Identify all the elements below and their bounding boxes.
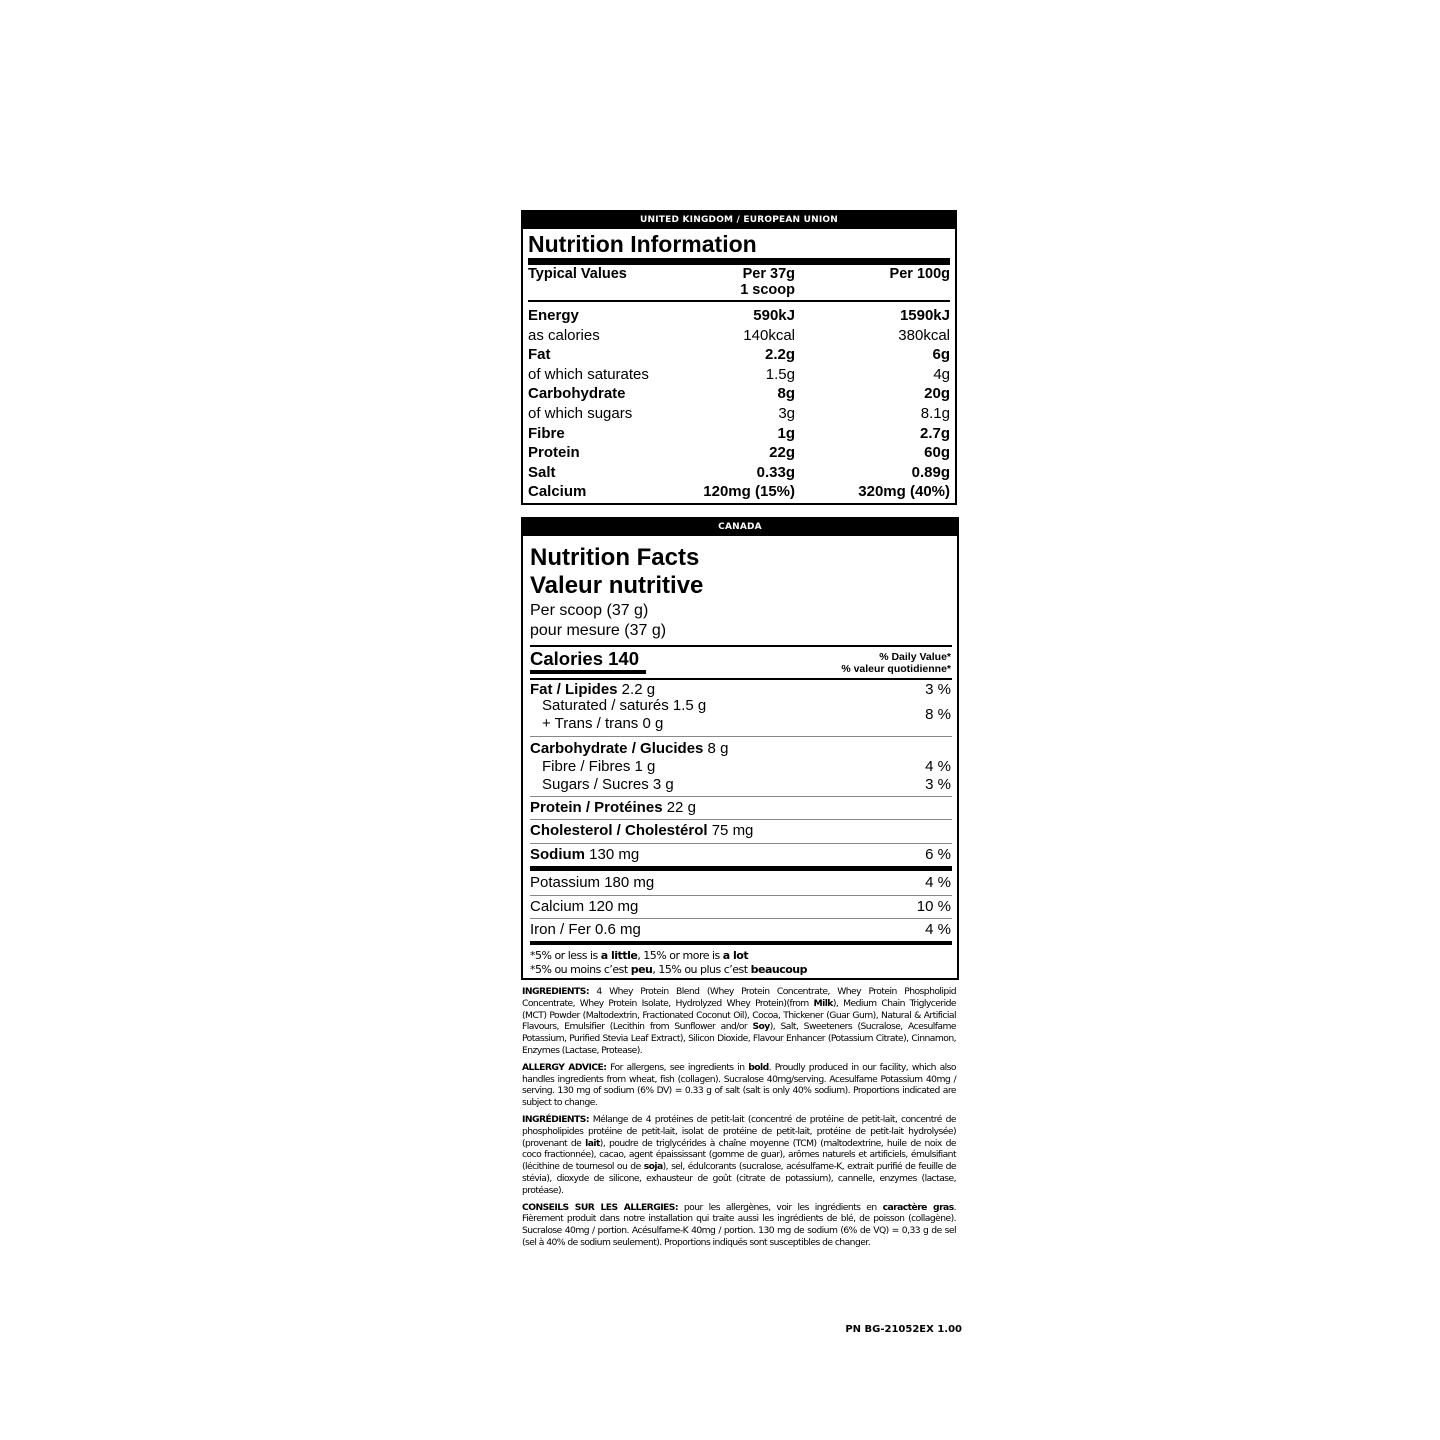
footnote-text: , 15% ou plus c’est (652, 963, 751, 976)
uk-nutrient-row (528, 384, 950, 404)
uk-nutrient-label: Protein (528, 444, 580, 462)
canada-potassium: Potassium 180 mg (530, 874, 655, 891)
canada-sugars-pct: 3 % (925, 776, 951, 793)
uk-nutrient-per-serving: 1.5g (765, 365, 795, 383)
ingredients-block (522, 986, 956, 1254)
footnote-bold: a little (600, 949, 638, 962)
uk-nutrient-per-100g: 60g (924, 444, 950, 462)
uk-nutrient-per-100g: 6g (932, 346, 950, 364)
canada-fat-pct: 3 % (925, 681, 951, 698)
allergy-text: pour les allergènes, voir les ingrédients en (677, 1201, 883, 1213)
ingredients-text: 4 Whey Protein Blend (Whey Protein Concentrate, Whey Protein Phospholipid Concentrate, Whey Protein Isolate, Hydrolyzed Whey Protein)(from (522, 986, 956, 1009)
canada-fibre: Fibre / Fibres 1 g (542, 758, 656, 775)
ingredients-en-label: INGREDIENTS: (522, 986, 589, 997)
uk-nutrient-label: Energy (528, 307, 579, 324)
canada-divider (530, 895, 952, 896)
uk-header-typical-values: Typical Values (528, 266, 627, 282)
uk-nutrient-label: as calories (528, 326, 600, 344)
canada-calories: Calories 140 (530, 648, 640, 669)
canada-sat-trans-pct: 8 % (925, 706, 951, 723)
canada-serving-fr: pour mesure (37 g) (530, 622, 667, 639)
part-number: PN BG-21052EX 1.00 (845, 1324, 962, 1335)
canada-sodium-line (530, 846, 639, 864)
canada-calories-rule (530, 678, 952, 680)
allergy-advice-fr (522, 1202, 956, 1249)
uk-nutrient-per-100g: 4g (933, 365, 950, 383)
uk-nutrient-row (528, 424, 950, 444)
canada-divider (530, 918, 952, 919)
allergy-text: For allergens, see ingredients in (606, 1061, 749, 1073)
uk-nutrient-per-serving: 120mg (15%) (703, 483, 795, 501)
uk-nutrient-per-100g: 380kcal (898, 326, 950, 344)
allergen-milk: Milk (813, 997, 833, 1009)
uk-nutrient-label: Carbohydrate (528, 385, 626, 403)
canada-potassium-pct: 4 % (925, 874, 951, 891)
footnote-text: *5% or less is (530, 949, 601, 962)
uk-nutrient-rows (528, 306, 950, 502)
uk-header-per100g: Per 100g (889, 266, 950, 282)
canada-title-fr: Valeur nutritive (530, 572, 704, 599)
footnote-text: , 15% or more is (637, 949, 723, 962)
allergen-soy: Soy (752, 1021, 770, 1033)
canada-region-bar: CANADA (523, 519, 957, 536)
uk-nutrient-per-100g: 20g (924, 385, 950, 403)
uk-header-per37: Per 37g (742, 266, 795, 282)
allergy-en-label: ALLERGY ADVICE: (522, 1061, 607, 1073)
canada-sodium-amount: 130 mg (585, 846, 640, 863)
canada-fibre-pct: 4 % (925, 758, 951, 775)
ingredients-text: ), sel, édulcorants (sucralose, acésulfame-K, extrait purifié de feuille de stévia), dioxyde de silicone, exhausteur de goût (citrate de potassium), cannelle, enzymes (lactase, protéase). (522, 1161, 956, 1196)
uk-nutrient-per-serving: 1g (777, 424, 795, 442)
uk-nutrient-per-serving: 0.33g (756, 463, 795, 481)
uk-header-rule (528, 300, 950, 302)
canada-title-en: Nutrition Facts (530, 544, 700, 571)
allergy-bold-word: caractère gras (882, 1201, 954, 1213)
allergy-fr-label: CONSEILS SUR LES ALLERGIES: (522, 1201, 678, 1213)
canada-sodium-name: Sodium (530, 846, 585, 863)
canada-calcium: Calcium 120 mg (530, 898, 639, 915)
ingredients-text: ), poudre de triglycérides à chaîne moyenne (TCM) (maltodextrine, huile de noix de coco fractionnée), cacao, agent épaississant (gomme de guar), arômes naturels et artificiels, émulsifiant (lécithine de tournesol ou de (522, 1137, 956, 1173)
uk-nutrient-per-100g: 8.1g (920, 404, 950, 422)
uk-nutrient-per-100g: 320mg (40%) (858, 483, 950, 501)
footnote-bold: a lot (722, 949, 749, 962)
uk-nutrient-row (528, 326, 950, 346)
footnote-bold: peu (630, 963, 653, 976)
uk-thick-rule (528, 258, 950, 265)
canada-footnote-fr (530, 963, 807, 977)
uk-eu-nutrition-panel (521, 210, 957, 505)
canada-divider (530, 843, 952, 844)
uk-nutrient-label: of which sugars (528, 404, 633, 422)
ingredients-text: ), Medium Chain Triglyceride (MCT) Powder (Maltodextrin, Fractionated Coconut Oil), Cocoa, Thickener (Guar Gum), Natural & Artificial Flavours, Emulsifier (Lecithin from Sunflower and/or (522, 997, 956, 1033)
canada-cholesterol-name: Cholesterol / Cholestérol (530, 822, 708, 839)
uk-nutrient-per-serving: 3g (778, 404, 795, 422)
canada-trans: + Trans / trans 0 g (542, 715, 664, 732)
uk-nutrient-per-100g: 2.7g (919, 424, 950, 442)
ingredients-text: ), Salt, Sweeteners (Sucralose, Acesulfame Potassium, Purified Stevia Leaf Extract), Silicon Dioxide, Flavour Enhancer (Potassium Citrate), Cinnamon, Enzymes (Lactase, Protease). (522, 1021, 956, 1056)
uk-panel-title: Nutrition Information (528, 231, 757, 257)
canada-calories-bar (530, 670, 646, 674)
canada-carb-name: Carbohydrate / Glucides (530, 740, 704, 757)
uk-nutrient-row (528, 306, 950, 326)
uk-nutrient-row (528, 443, 950, 463)
uk-nutrient-per-serving: 22g (769, 444, 795, 462)
uk-nutrient-label: Fat (528, 346, 551, 364)
uk-nutrient-per-serving: 2.2g (764, 346, 795, 364)
canada-nutrition-facts-panel (521, 517, 959, 980)
canada-iron: Iron / Fer 0.6 mg (530, 921, 641, 938)
uk-nutrient-label: Fibre (528, 424, 565, 442)
ingredients-fr (522, 1114, 956, 1197)
uk-nutrient-row (528, 404, 950, 424)
footnote-bold: beaucoup (750, 963, 807, 976)
allergen-soja: soja (643, 1161, 663, 1173)
uk-nutrient-label: Salt (528, 463, 556, 481)
canada-serving-en: Per scoop (37 g) (530, 602, 649, 619)
canada-divider (530, 819, 952, 820)
uk-nutrient-row (528, 345, 950, 365)
canada-carb-line (530, 740, 728, 758)
allergen-lait: lait (585, 1137, 600, 1149)
uk-header-per-serving (740, 266, 795, 298)
canada-protein-name: Protein / Protéines (530, 799, 663, 816)
canada-iron-pct: 4 % (925, 921, 951, 938)
canada-daily-value-fr: % valeur quotidienne* (841, 663, 951, 675)
canada-carb-amount: 8 g (703, 740, 729, 757)
footnote-text: *5% ou moins c’est (530, 963, 631, 976)
uk-nutrient-per-serving: 590kJ (753, 307, 795, 324)
uk-nutrient-per-serving: 8g (777, 385, 795, 403)
uk-header-scoop: 1 scoop (740, 282, 795, 298)
canada-divider (530, 736, 952, 737)
canada-fat-amount: 2.2 g (617, 681, 656, 698)
ingredients-fr-label: INGRÉDIENTS: (522, 1113, 589, 1125)
canada-thick-rule (530, 941, 952, 945)
uk-nutrient-per-serving: 140kcal (743, 326, 795, 344)
allergy-text: . Fièrement produit dans notre installation qui traite aussi les ingrédients de blé, de poisson (collagène). Sucralose 40mg / portion. Acésulfame-K 40mg / portion. 130 mg de sodium (6% de VQ) = 0,33 g de sel (sel à 40% de sodium seulement). Proportions indiqués sont susceptibles de changer. (522, 1201, 957, 1248)
canada-thick-rule (530, 866, 952, 871)
canada-saturated: Saturated / saturés 1.5 g (542, 697, 707, 714)
canada-cholesterol-line (530, 822, 753, 840)
uk-nutrient-row (528, 463, 950, 483)
uk-nutrient-per-100g: 0.89g (911, 463, 950, 481)
uk-region-bar: UNITED KINGDOM / EUROPEAN UNION (523, 212, 955, 229)
canada-divider (530, 796, 952, 797)
allergy-bold-word: bold (748, 1061, 769, 1073)
canada-sugars: Sugars / Sucres 3 g (542, 776, 674, 793)
ingredients-en (522, 986, 956, 1057)
canada-protein-line (530, 799, 696, 817)
uk-nutrient-label: Calcium (528, 483, 587, 501)
canada-calcium-pct: 10 % (916, 898, 951, 915)
canada-protein-amount: 22 g (662, 799, 696, 816)
canada-fat-name: Fat / Lipides (530, 681, 618, 698)
ingredients-text: Mélange de 4 protéines de petit-lait (concentré de protéine de petit-lait, concentré de phospholipides protéine de petit-lait, isolat de protéine de petit-lait, protéine de petit-lait hydrolysée) (provenant de (522, 1113, 956, 1149)
uk-nutrient-row (528, 482, 950, 502)
uk-nutrient-row (528, 365, 950, 385)
canada-sodium-pct: 6 % (925, 846, 951, 863)
uk-nutrient-label: of which saturates (528, 365, 649, 383)
uk-nutrient-per-100g: 1590kJ (899, 307, 950, 324)
allergy-advice-en (522, 1062, 956, 1109)
allergy-text: . Proudly produced in our facility, which also handles ingredients from wheat, fish (collagen). Sucralose 40mg/serving. Acesulfame Potassium 40mg / serving. 130 mg of sodium (6% DV) = 0.33 g of salt (salt is only 40% sodium). Proportions indicated are subject to change. (522, 1061, 956, 1109)
canada-daily-value-en: % Daily Value* (879, 651, 951, 663)
canada-footnote-en (530, 949, 748, 963)
canada-cholesterol-amount: 75 mg (707, 822, 754, 839)
